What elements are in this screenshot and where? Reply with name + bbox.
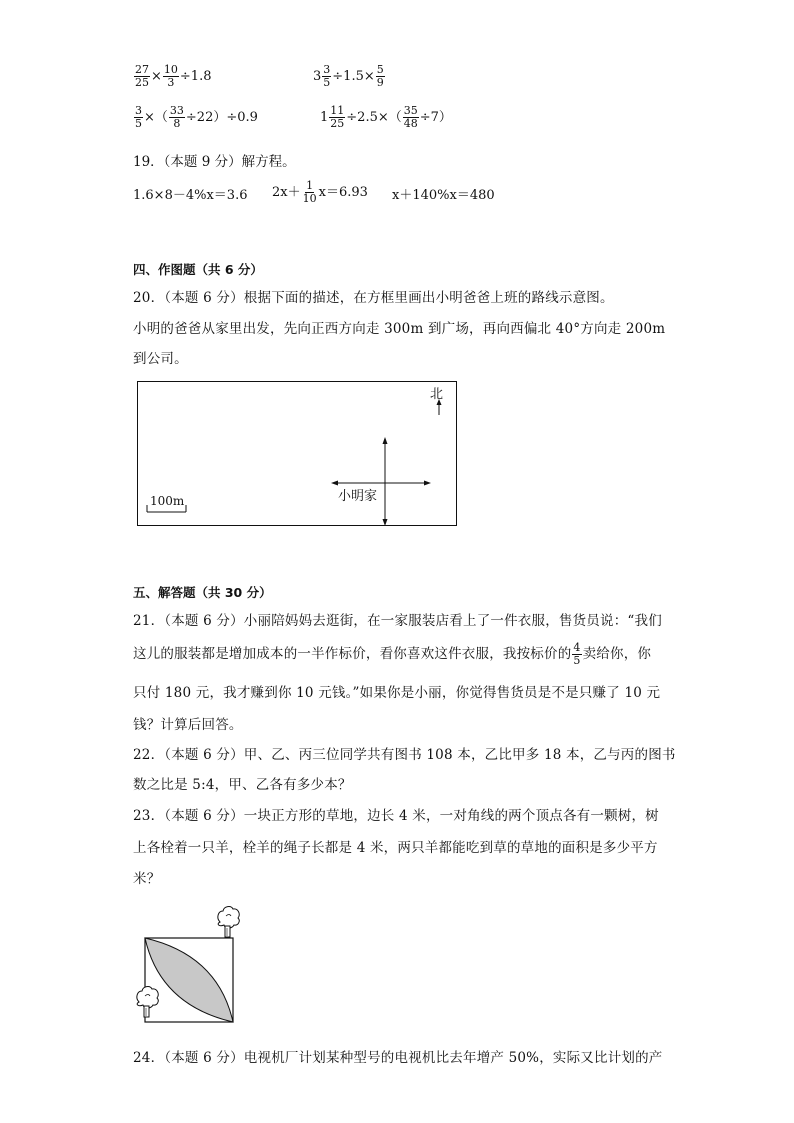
q19-equation-1: 1.6×8－4%x＝3.6 <box>133 188 248 203</box>
fraction: $\frac{3}{5}$ <box>323 63 331 89</box>
q21-line-3: 只付 180 元，我才赚到你 10 元钱。”如果你是小丽，你觉得售货员是不是只赚了 10 元 <box>133 685 661 701</box>
calc-expr-3: $\frac{3}{5}$ ×（ $\frac{33}{8}$ ÷22）÷0.9 <box>135 104 258 130</box>
fraction: $\frac{33}{8}$ <box>169 104 184 130</box>
q20-line-3: 到公司。 <box>133 351 188 367</box>
scale-label: 100m <box>150 494 185 508</box>
tree-icon <box>137 987 158 1017</box>
drawing-box-svg <box>137 381 457 526</box>
home-label: 小明家 <box>338 489 378 504</box>
grass-square-svg <box>130 900 250 1025</box>
tree-icon <box>218 907 239 937</box>
grass-square-figure <box>130 900 250 1025</box>
fraction: $\frac{4}{5}$ <box>573 641 581 667</box>
fraction: $\frac{35}{48}$ <box>403 104 418 130</box>
q20-line-1: 20．（本题 6 分）根据下面的描述，在方框里画出小明爸爸上班的路线示意图。 <box>133 290 614 306</box>
q19-equation-3: x＋140%x＝480 <box>392 188 495 203</box>
calc-expr-2: 3 $\frac{3}{5}$ ÷1.5× $\frac{5}{9}$ <box>313 63 384 89</box>
q22-line-1: 22．（本题 6 分）甲、乙、丙三位同学共有图书 108 本，乙比甲多 18 本，乙与丙的图书 <box>133 747 676 763</box>
fraction: $\frac{27}{25}$ <box>135 63 149 89</box>
q24-line-1: 24．（本题 6 分）电视机厂计划某种型号的电视机比去年增产 50%，实际又比计划的产 <box>133 1050 663 1066</box>
fraction: $\frac{5}{9}$ <box>376 63 384 89</box>
calc-expr-1: $\frac{27}{25}$ × $\frac{10}{3}$ ÷1.8 <box>135 63 212 89</box>
q23-line-3: 米？ <box>133 871 161 887</box>
section-5-title: 五、解答题（共 30 分） <box>133 585 272 600</box>
drawing-box <box>137 381 457 526</box>
fraction: $\frac{11}{25}$ <box>330 104 345 130</box>
fraction: $\frac{3}{5}$ <box>135 104 142 130</box>
q23-line-1: 23．（本题 6 分）一块正方形的草地，边长 4 米，一对角线的两个顶点各有一颗树，树 <box>133 808 659 824</box>
q22-line-2: 数之比是 5:4，甲、乙各有多少本？ <box>133 777 352 793</box>
q21-line-2: 这儿的服装都是增加成本的一半作标价，看你喜欢这件衣服，我按标价的 $\frac{4}{5}$ 卖给你，你 <box>133 641 652 667</box>
overlap-lens <box>145 938 233 1022</box>
fraction: $\frac{1}{10}$ <box>302 179 317 205</box>
section-4-title: 四、作图题（共 6 分） <box>133 262 263 277</box>
north-label: 北 <box>430 387 444 402</box>
q19-equation-2: 2x＋ $\frac{1}{10}$ x＝6.93 <box>272 179 368 205</box>
fraction: $\frac{10}{3}$ <box>163 63 178 89</box>
q19-title: 19．（本题 9 分）解方程。 <box>133 154 296 170</box>
q21-line-1: 21．（本题 6 分）小丽陪妈妈去逛街，在一家服装店看上了一件衣服，售货员说：“我们 <box>133 613 662 629</box>
compass-cross <box>331 437 431 526</box>
q21-line-4: 钱？计算后回答。 <box>133 717 243 733</box>
q20-line-2: 小明的爸爸从家里出发，先向正西方向走 300m 到广场，再向西偏北 40°方向走 200m <box>133 321 666 337</box>
q23-line-2: 上各栓着一只羊，栓羊的绳子长都是 4 米，两只羊都能吃到草的草地的面积是多少平方 <box>133 840 658 856</box>
calc-expr-4: 1 $\frac{11}{25}$ ÷2.5×（ $\frac{35}{48}$ ÷7） <box>320 104 452 130</box>
